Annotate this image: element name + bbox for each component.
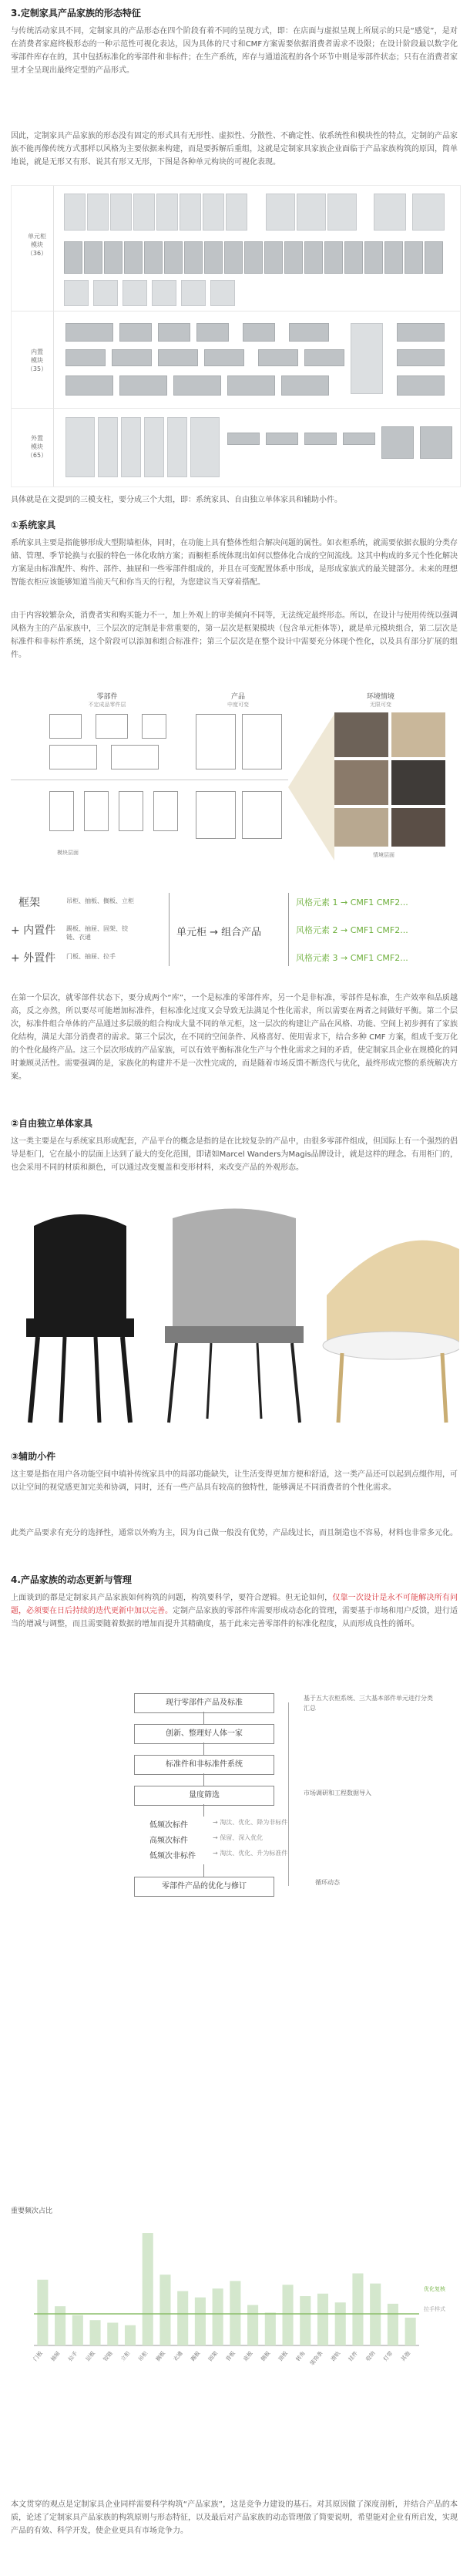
product-sketch bbox=[242, 714, 282, 769]
bar bbox=[125, 2325, 136, 2345]
cabinet-thumb bbox=[374, 194, 406, 231]
internal-module-thumb bbox=[397, 323, 445, 342]
flow-bracket bbox=[288, 893, 289, 966]
section-heading: ③辅助小件 bbox=[11, 1451, 56, 1462]
bar bbox=[317, 2294, 328, 2345]
cabinet-thumb bbox=[124, 241, 143, 274]
paragraph: 这主要是指在用户各功能空间中填补传统家具中的局部功能缺失，让生活变得更加方便和舒适，这一类产品还可以起到点缀作用，可以让空间的视觉感更加完美和协调，同时，还有一些产品具有较高的独特性，能够满足不同消费者的个性化需求。 bbox=[11, 1470, 458, 1492]
highlight-text: 仅靠一次设计是永不可能解决所有问题，必须要在日后持续的迭代更新中加以完善。 bbox=[11, 1594, 458, 1615]
cmf-row: 风格元素 1 → CMF1 CMF2... bbox=[296, 897, 408, 907]
bar bbox=[300, 2296, 311, 2345]
part-sketch bbox=[49, 791, 74, 831]
scene-photo bbox=[334, 712, 388, 757]
cabinet-thumb bbox=[224, 241, 243, 274]
section-heading: ①系统家具 bbox=[11, 520, 56, 530]
section-heading: 4.产品家族的动态更新与管理 bbox=[11, 1574, 132, 1585]
module-catalog-figure bbox=[11, 185, 461, 487]
paragraph: 具体就是在文提到的三模支柱，要分成三个大组，即：系统家具、自由独立单体家具和辅助小件。 bbox=[11, 496, 342, 504]
internal-module-thumb bbox=[65, 349, 106, 366]
cabinet-thumb bbox=[87, 194, 109, 231]
flow-step: 现行零部件产品及标准 bbox=[134, 1693, 274, 1713]
tick-label: 层板 bbox=[84, 2350, 97, 2363]
level-caption: 情境层面 bbox=[373, 852, 394, 858]
flow-arrow bbox=[203, 1804, 204, 1817]
cabinet-thumb bbox=[412, 194, 445, 231]
product-sketch bbox=[196, 791, 236, 839]
internal-module-thumb bbox=[227, 375, 275, 396]
internal-module-thumb bbox=[397, 349, 445, 366]
tick-label: 转角 bbox=[294, 2350, 307, 2363]
tick-label: 衣通 bbox=[172, 2350, 184, 2363]
cabinet-thumb bbox=[203, 194, 224, 231]
flow-arrow bbox=[203, 1712, 204, 1724]
level-subtitle: 不定成品零件层 bbox=[88, 702, 126, 708]
bar bbox=[335, 2302, 346, 2345]
bar bbox=[37, 2280, 48, 2345]
part-sketch bbox=[49, 714, 82, 739]
tick-label: 吊柜 bbox=[137, 2350, 149, 2363]
tick-label: 灯带 bbox=[382, 2350, 394, 2363]
flow-branch-note: → 淘汰、优化、降为非标件 bbox=[213, 1819, 288, 1826]
cabinet-thumb bbox=[204, 241, 223, 274]
bar bbox=[230, 2281, 240, 2345]
cabinet-thumb bbox=[264, 241, 283, 274]
frequency-chart bbox=[11, 2205, 459, 2390]
cabinet-thumb bbox=[64, 241, 82, 274]
paragraph bbox=[11, 1591, 458, 1631]
bar bbox=[107, 2322, 118, 2345]
paragraph: 这一类主要是在与系统家具形成配套，产品平台的概念是指的是在比较复杂的产品中，由很多零部件组成，但国际上有一个强烈的倡导是柜门，它在最小的层面上达到了最大的变化范围，即诸如Marcel Wanders为Magis品牌设计，就是这样的理念。有用柜门的，也会采用不同的材质和颜色，可以通过改变覆盖和变形材料，来改变产品的外观形态。 bbox=[11, 1137, 458, 1172]
tick-label: 立柜 bbox=[119, 2350, 132, 2363]
cabinet-thumb bbox=[327, 194, 357, 231]
cabinet-thumb bbox=[123, 280, 147, 306]
internal-module-thumb bbox=[158, 323, 190, 342]
three-level-diagram bbox=[11, 691, 459, 868]
loop-line bbox=[288, 1702, 289, 1886]
cabinet-thumb bbox=[244, 241, 263, 274]
tick-label: 背板 bbox=[224, 2350, 237, 2363]
cabinet-thumb bbox=[304, 241, 323, 274]
internal-module-thumb bbox=[119, 375, 167, 396]
flow-branch-note: → 淘汰、优化、升为标准件 bbox=[213, 1850, 288, 1857]
product-sketch bbox=[196, 714, 236, 769]
internal-module-thumb bbox=[196, 323, 229, 342]
cabinet-thumb bbox=[110, 194, 132, 231]
flow-items: 吊柜、抽板、搁板、立柜 bbox=[66, 897, 134, 904]
flow-step: 量度筛选 bbox=[134, 1786, 274, 1806]
cabinet-thumb bbox=[64, 194, 86, 231]
flow-note: 基于五大衣柜系统、三大基本部件单元进行分类汇总 bbox=[304, 1695, 433, 1712]
part-sketch bbox=[153, 791, 178, 831]
tick-label: 侧板 bbox=[260, 2350, 272, 2363]
cabinet-thumb bbox=[84, 241, 102, 274]
tick-label: 收纳 bbox=[364, 2350, 377, 2363]
flow-branch: 低频次非标件 bbox=[149, 1852, 196, 1860]
flow-frame: 框架 bbox=[18, 897, 40, 909]
flow-external: + 外置件 bbox=[11, 952, 56, 965]
level-subtitle: 无限可变 bbox=[370, 702, 391, 708]
flow-items: 踢板、抽屉、固架、铰链、衣通 bbox=[66, 925, 128, 941]
scene-photo bbox=[391, 712, 445, 757]
flow-branch-note: → 保留、深入优化 bbox=[213, 1834, 264, 1841]
row-label-internal: 内置 模块 （35） bbox=[26, 349, 48, 372]
external-module-thumb bbox=[144, 417, 164, 477]
cabinet-thumb bbox=[156, 194, 178, 231]
chair-photos bbox=[11, 1203, 459, 1426]
cabinet-thumb bbox=[324, 241, 343, 274]
cabinet-thumb bbox=[93, 280, 118, 306]
external-module-thumb bbox=[190, 417, 220, 477]
external-module-thumb bbox=[343, 433, 375, 445]
section-heading: ②自由独立单体家具 bbox=[11, 1118, 93, 1129]
bar bbox=[143, 2233, 153, 2345]
part-sketch bbox=[49, 745, 97, 769]
cabinet-thumb bbox=[152, 280, 176, 306]
paragraph-text: 定制产品家族的零部件库需要形成动态化的管理，需要基于市场和用户反馈，进行适当的增减与调整，而且需要随着数据的增加而提升其精确度，基于此来完善零部件的标准化程度，从而形成良性的循环。 bbox=[11, 1607, 458, 1628]
paragraph: 因此，定制家具产品家族的形态没有固定的形式具有无形性、虚拟性、分散性、不确定性、依系统性和模块性的特点，定制的产品家族不能再像传统方式那样以风格为主要依据来构建，而是要拆解后重组，这就是定制家具家族企业面临于产品家族构筑的原因，简单地说，就是无形又有形、说其有形又无形，下图是各种单元构块的可视化表现。 bbox=[11, 132, 458, 167]
cabinet-thumb bbox=[210, 280, 235, 306]
paragraph: 由于内容较繁杂众，消费者实和购买能力不一，加上外观上的审美倾向不同等，无法统定最终形态。所以，在设计与使用传统以强调风格为主的产品家族中，三个层次的定制是非常重要的，第一层次是框架模块（包含单元柜体等），就是单元模块组合，第二层次是标准件和非标件系统，这个阶段可以添加和组合标准件；第三个层次是在整个设计中需要充分体现个性化，以及具有部分扩展的组件。 bbox=[11, 611, 458, 659]
flow-internal: + 内置件 bbox=[11, 924, 56, 937]
bar bbox=[72, 2315, 83, 2345]
tick-label: 铰链 bbox=[102, 2350, 114, 2363]
cabinet-thumb bbox=[297, 194, 326, 231]
row-label-unit: 单元柜 模块 （36） bbox=[26, 233, 48, 257]
level-title: 零部件 bbox=[96, 693, 118, 701]
bar bbox=[388, 2304, 398, 2345]
part-sketch bbox=[111, 745, 159, 769]
flow-branch: 高频次标件 bbox=[149, 1837, 188, 1845]
cabinet-thumb bbox=[364, 241, 383, 274]
tick-label: 抽屉 bbox=[49, 2350, 62, 2363]
paragraph: 与传统活动家具不同，定制家具的产品形态在四个阶段有着不同的呈现方式，即：在店面与虚拟呈现上所展示的只是“感觉”，是对在消费者家庭终极形态的一种示范性可视化表达，因为具体的尺寸和CMF方案需要依据消费者需求不设限；在设计阶段最以数字化零部件库存在的，其中包括标准化的零部件和非标件；在生产系统，库存与通道流程的各个环节中则是零部件状态；只有在消费者家里才全呈现出最终定型的产品形式。 bbox=[11, 27, 458, 75]
part-sketch bbox=[142, 714, 166, 739]
tick-label: 踢板 bbox=[190, 2350, 202, 2363]
external-module-thumb bbox=[227, 433, 260, 445]
internal-module-thumb bbox=[289, 323, 329, 342]
flow-step: 创新、整理好人体一家 bbox=[134, 1724, 274, 1744]
external-module-thumb bbox=[381, 426, 414, 459]
tick-label: 底板 bbox=[242, 2350, 254, 2363]
internal-module-thumb bbox=[65, 323, 113, 342]
cabinet-thumb bbox=[405, 241, 423, 274]
internal-module-thumb bbox=[119, 323, 152, 342]
internal-module-thumb bbox=[112, 349, 152, 366]
row-label-external: 外置 模块 （65） bbox=[26, 435, 48, 459]
bar bbox=[55, 2306, 65, 2345]
cabinet-thumb bbox=[226, 194, 247, 231]
paragraph: 此类产品要求有充分的选择性，通常以外购为主，因为自己做一般没有优势，产品线过长，而且制造也不容易，材料也非常多元化。 bbox=[11, 1529, 458, 1537]
assembly-flow bbox=[11, 885, 459, 985]
level-subtitle: 中度可变 bbox=[227, 702, 249, 708]
flow-note: 市场调研和工程数据导入 bbox=[304, 1790, 371, 1796]
cabinet-thumb bbox=[144, 241, 163, 274]
paragraph: 本文贯穿的观点是定制家具企业同样需要科学构筑“产品家族”，这是竞争力建设的基石。对其原因做了深度剖析，并结合产品的本质，论述了定制家具产品家族的构筑原则与形态特征，以及最后对产品家族的动态管理做了简要说明，希望能对企业有所启发，实现产品的有效、科学开发，使企业更具有市场竞争力。 bbox=[11, 2500, 458, 2535]
flow-arrow bbox=[203, 1743, 204, 1755]
external-module-thumb bbox=[98, 417, 118, 477]
cmf-row: 风格元素 2 → CMF1 CMF2... bbox=[296, 925, 408, 935]
internal-module-thumb bbox=[304, 349, 344, 366]
tick-label: 挂件 bbox=[347, 2350, 359, 2363]
cabinet-thumb bbox=[284, 241, 303, 274]
section-heading: 3.定制家具产品家族的形态特征 bbox=[11, 8, 141, 19]
tick-label: 搁板 bbox=[154, 2350, 166, 2363]
bar bbox=[159, 2275, 170, 2345]
part-sketch bbox=[96, 714, 128, 739]
chart-svg bbox=[11, 2214, 459, 2388]
internal-module-thumb bbox=[65, 375, 113, 396]
update-flowchart bbox=[11, 1693, 459, 1940]
external-module-thumb bbox=[167, 417, 187, 477]
internal-module-thumb bbox=[258, 349, 298, 366]
cabinet-thumb bbox=[104, 241, 123, 274]
paragraph-text: 上面谈到的都是定制家具产品家族如何构筑的问题，构筑要科学，要符合逻辑。但无论如何， bbox=[11, 1594, 333, 1602]
external-module-thumb bbox=[266, 433, 298, 445]
part-sketch bbox=[119, 791, 143, 831]
flow-branch: 低频次标件 bbox=[149, 1821, 188, 1830]
external-module-thumb bbox=[121, 417, 141, 477]
level-caption: 模块层面 bbox=[57, 850, 79, 856]
flow-items: 门板、抽屉、拉手 bbox=[66, 953, 116, 960]
bar bbox=[177, 2291, 188, 2345]
tick-label: 门板 bbox=[32, 2350, 44, 2363]
tick-label: 拉手 bbox=[67, 2350, 79, 2363]
cabinet-thumb bbox=[384, 241, 403, 274]
internal-module-thumb bbox=[173, 375, 221, 396]
part-sketch bbox=[84, 791, 109, 831]
cabinet-thumb bbox=[344, 241, 363, 274]
flow-unit: 单元柜 → 组合产品 bbox=[176, 927, 262, 938]
tick-label: 其他 bbox=[400, 2350, 412, 2363]
external-module-thumb bbox=[304, 433, 337, 445]
bar bbox=[370, 2284, 381, 2345]
loop-label: 循环动态 bbox=[315, 1879, 340, 1886]
tick-label: 滑轨 bbox=[330, 2350, 342, 2363]
cabinet-thumb bbox=[180, 194, 201, 231]
tick-label: 装饰条 bbox=[308, 2350, 324, 2367]
internal-module-thumb bbox=[243, 323, 275, 342]
paragraph: 系统家具主要是指能够形成大型附墙柜体，同时，在功能上具有整体性组合解决问题的属性。如衣柜系统，就需要依据衣服的分类存储、管理、季节轮换与衣服的特色一体化收纳方案；而橱柜系统体现出如何以整体化合成的空间流线。这其中构成的多元个性化解决方案是由标准配件、构件、部件、抽屉和一些零部件组成的，并且在可变配置体系中形成，是形成家族式的最关键部分。未来的理想智能衣柜应该能够知道当前天气和你当天的行程，为您建议当天穿着搭配。 bbox=[11, 539, 458, 587]
chair-illustration bbox=[11, 1203, 459, 1426]
legend-item: 拉手样式 bbox=[424, 2306, 445, 2312]
level-title: 产品 bbox=[230, 693, 245, 701]
scene-photo bbox=[334, 808, 388, 847]
bar bbox=[90, 2320, 101, 2345]
tick-label: 固架 bbox=[207, 2350, 220, 2363]
product-sketch bbox=[242, 791, 282, 839]
wedge-shape bbox=[288, 714, 334, 860]
flow-bracket bbox=[169, 893, 170, 966]
tick-label: 顶板 bbox=[277, 2350, 290, 2363]
external-module-thumb bbox=[65, 417, 95, 477]
cabinet-thumb bbox=[164, 241, 183, 274]
flow-step: 零部件产品的优化与修订 bbox=[134, 1877, 274, 1897]
cabinet-thumb bbox=[133, 194, 155, 231]
bar bbox=[352, 2274, 363, 2345]
bar bbox=[213, 2288, 223, 2345]
cmf-row: 风格元素 3 → CMF1 CMF2... bbox=[296, 953, 408, 963]
bar bbox=[195, 2298, 206, 2345]
cabinet-thumb bbox=[425, 241, 443, 274]
level-title: 环境情境 bbox=[366, 693, 394, 701]
external-module-thumb bbox=[420, 426, 452, 459]
bar bbox=[283, 2285, 294, 2345]
internal-module-thumb bbox=[158, 349, 198, 366]
bar bbox=[247, 2305, 258, 2345]
scene-photo bbox=[391, 808, 445, 847]
cabinet-thumb bbox=[266, 194, 295, 231]
chart-title: 重要频次占比 bbox=[11, 2207, 53, 2215]
paragraph: 在第一个层次，就零部件状态下，要分成两个“库”，一个是标准的零部件库，另一个是非标准，零部件是标准，生产效率和品质越高，反之亦然，所以要尽可能增加标准件，但标准化过度又会导致无法满足个性化需求，所以需要在两者之间做好平衡。第二个层次，标准件组合单体的产品通过多层级的组合构成大量不同的单元柜，这一层次的构建让产品在风格、功能、空间上初步拥有了家族化结构，满足大部分消费者的需求。第三个层次，在不同的空间条件、风格喜好、使用需求下，结合多种 CMF 方案，组成千变万化的个性化最终产品。这三个层次形成的产品家族，可以有效平衡标准化生产与个性化需求之间的矛盾，使定制家具企业在规模化的同时兼顾灵活性。需要强调的是，家族化的构建并不是一次性完成的，而是随着市场反馈不断迭代与优化，最终形成完整的系统解决方案。 bbox=[11, 994, 458, 1081]
flow-step: 标准件和非标准件系统 bbox=[134, 1755, 274, 1775]
scene-photo bbox=[334, 760, 388, 805]
cabinet-thumb bbox=[184, 241, 203, 274]
cabinet-thumb bbox=[181, 280, 206, 306]
bar bbox=[265, 2312, 276, 2345]
legend-item: 优化复核 bbox=[424, 2286, 445, 2292]
flow-arrow bbox=[203, 1773, 204, 1786]
internal-module-thumb bbox=[351, 323, 383, 394]
cabinet-thumb bbox=[64, 280, 89, 306]
flow-arrow bbox=[203, 1864, 204, 1877]
bar bbox=[405, 2318, 416, 2345]
scene-photo bbox=[391, 760, 445, 805]
internal-module-thumb bbox=[281, 375, 329, 396]
internal-module-thumb bbox=[397, 375, 445, 396]
internal-module-thumb bbox=[204, 349, 244, 366]
